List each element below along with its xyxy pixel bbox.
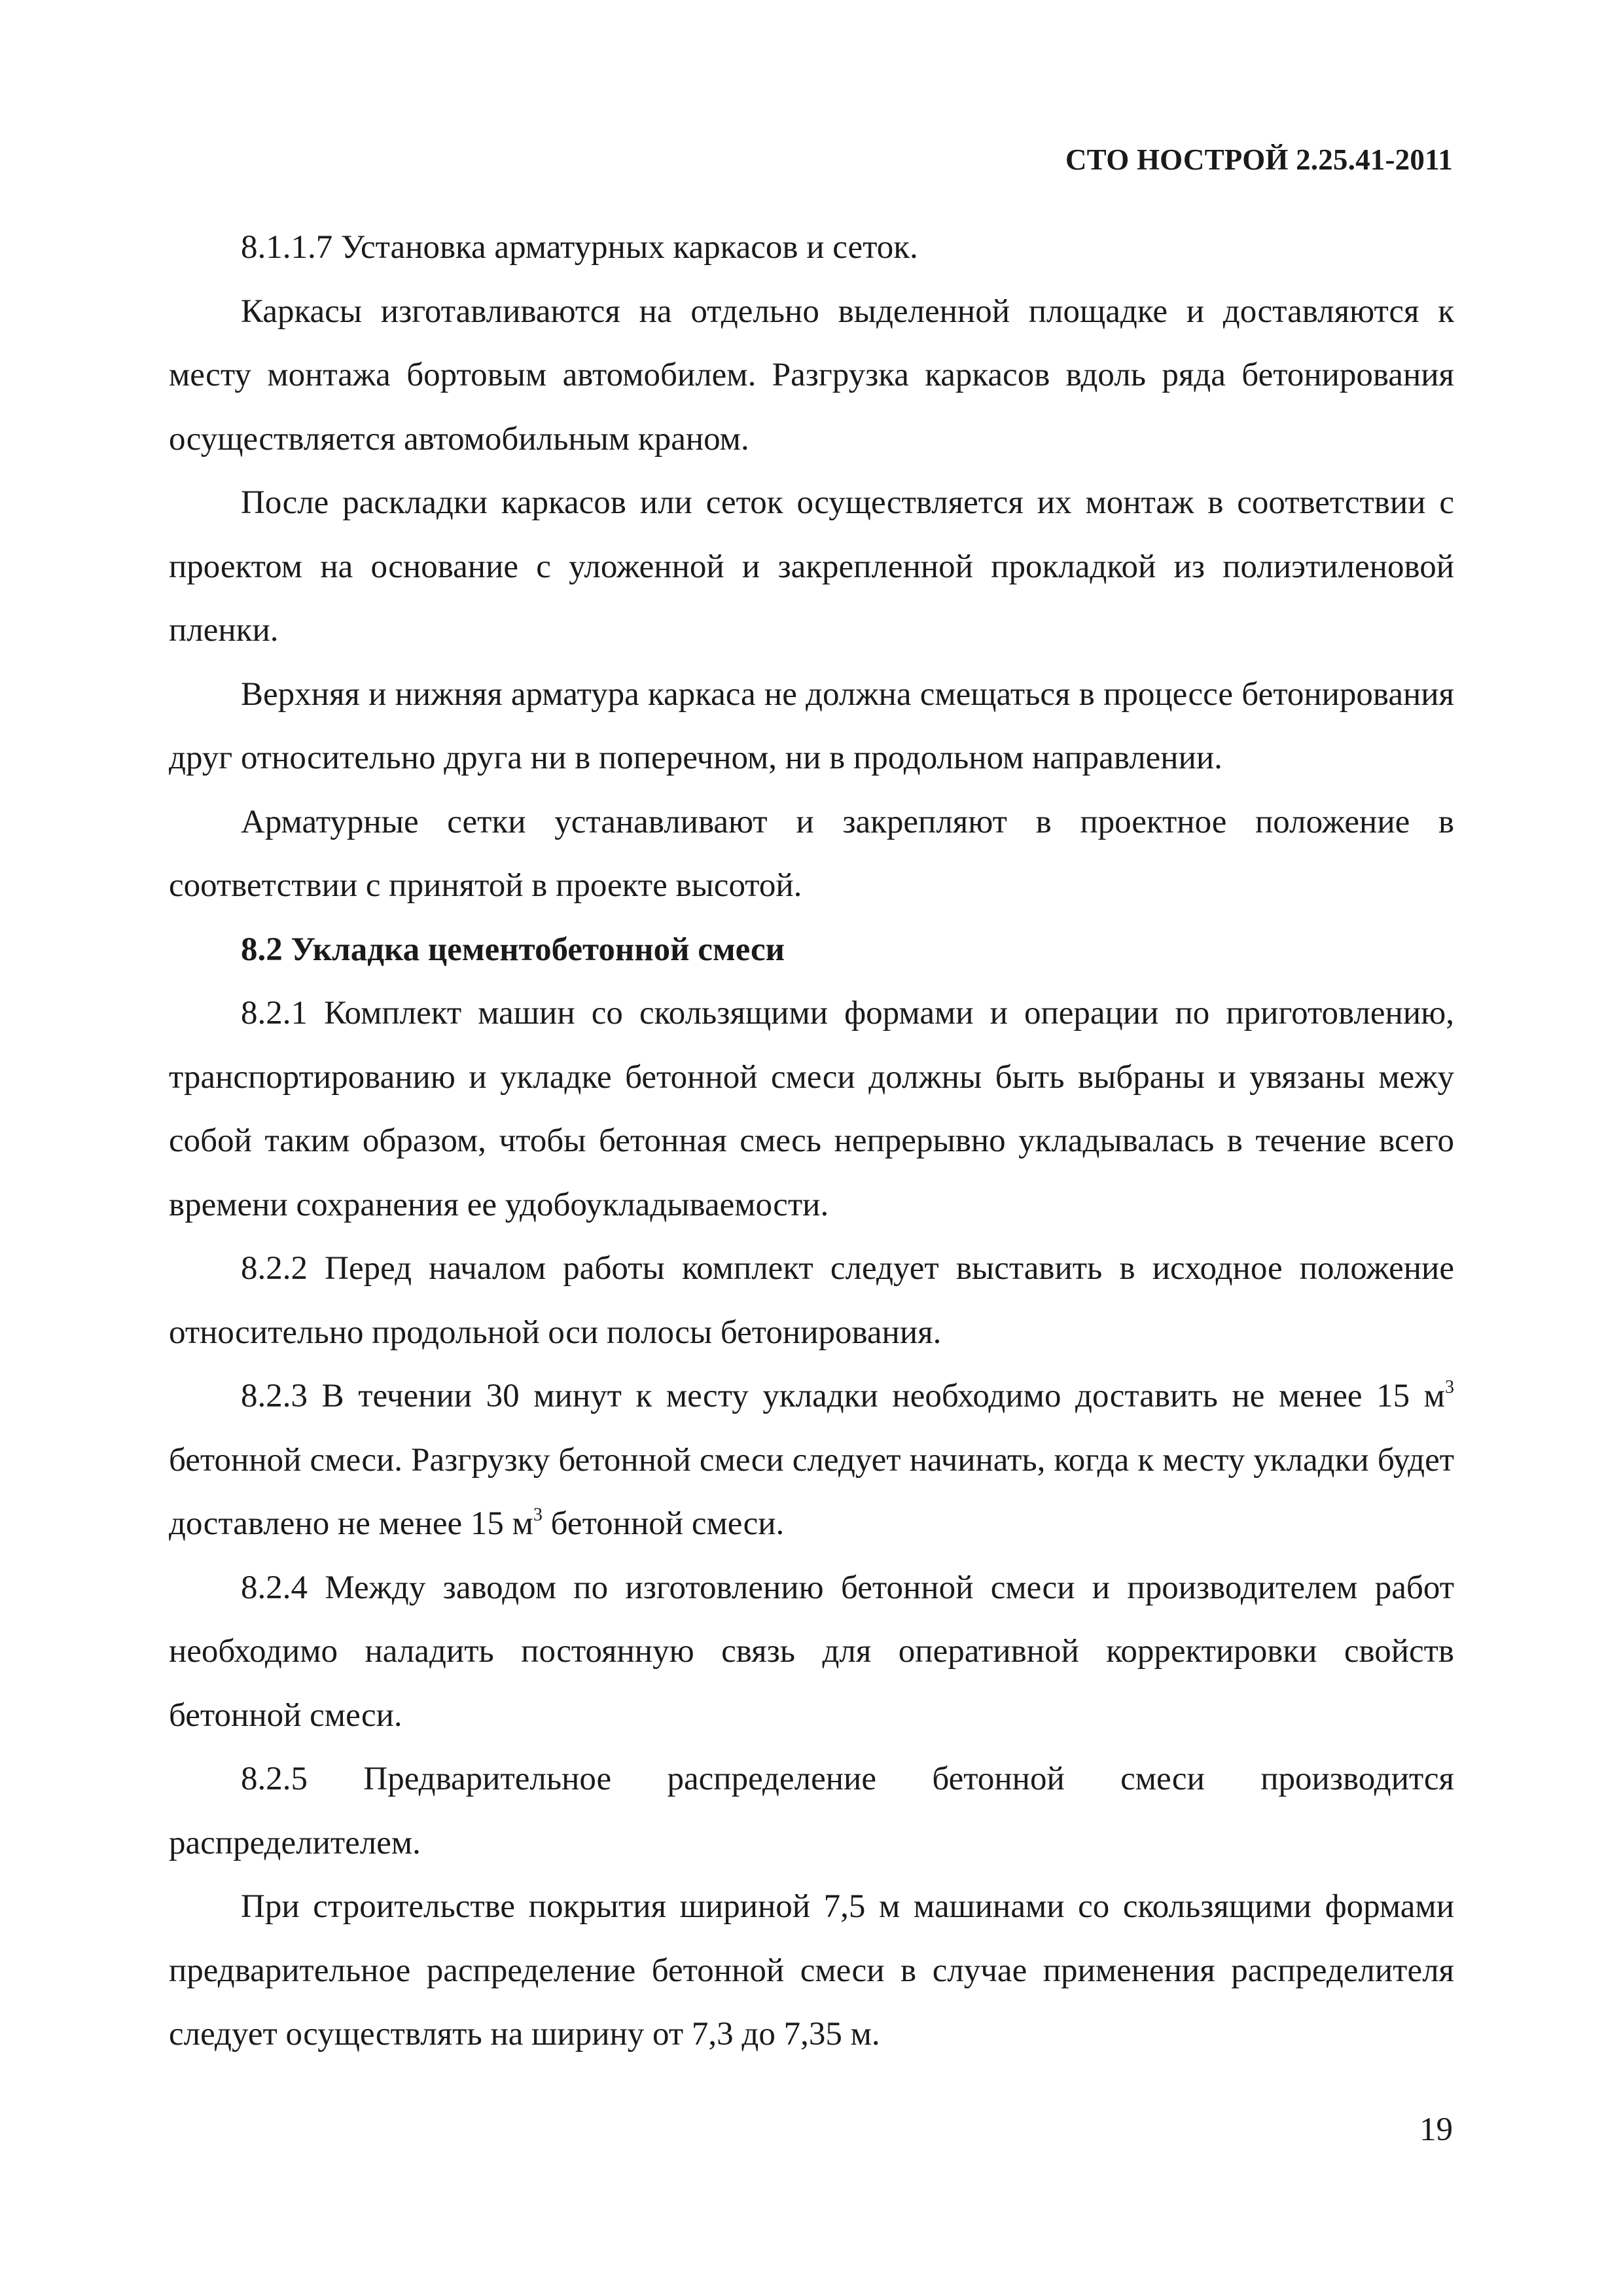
superscript-cubic-1: 3 xyxy=(1444,1376,1454,1397)
paragraph-8-2-1: 8.2.1 Комплект машин со скользящими формами и операции по приготовлению, транспортированию и укладке бетонной смеси должны быть выбраны и увязаны межу собой таким образом, чтобы бетонная смесь непрерывно укладывалась в течение всего времени сохранения ее удобоукладываемости. xyxy=(169,995,1454,1223)
paragraph-8-2-3 xyxy=(169,1365,1454,1556)
paragraph-8-2-5: 8.2.5 Предварительное распределение бетонной смеси производится распределителем. xyxy=(169,1761,1454,1861)
paragraph-frames-installation: После раскладки каркасов или сеток осуществляется их монтаж в соответствии с проектом на основание с уложенной и закрепленной прокладкой из полиэтиленовой пленки. xyxy=(169,484,1454,649)
paragraph-mesh-installation: Арматурные сетки устанавливают и закрепляют в проектное положение в соответствии с принятой в проекте высотой. xyxy=(169,803,1454,904)
paragraph-8-1-1-7: 8.1.1.7 Установка арматурных каркасов и сеток. xyxy=(241,229,918,266)
paragraph-pavement-width: При строительстве покрытия шириной 7,5 м машинами со скользящими формами предварительное распределение бетонной смеси в случае применения распределителя следует осуществлять на ширину от 7,3 до 7,35 м. xyxy=(169,1888,1454,2053)
paragraph-8-2-4: 8.2.4 Между заводом по изготовлению бетонной смеси и производителем работ необходимо наладить постоянную связь для оперативной корректировки свойств бетонной смеси. xyxy=(169,1569,1454,1734)
paragraph-8-2-2: 8.2.2 Перед началом работы комплект следует выставить в исходное положение относительно продольной оси полосы бетонирования. xyxy=(169,1250,1454,1351)
paragraph-8-2-3-part1: 8.2.3 В течении 30 минут к месту укладки необходимо доставить не менее 15 м xyxy=(241,1378,1445,1414)
document-body xyxy=(169,216,1454,2067)
superscript-cubic-2: 3 xyxy=(533,1504,543,1525)
paragraph-reinforcement-displacement: Верхняя и нижняя арматура каркаса не должна смещаться в процессе бетонирования друг относительно друга ни в поперечном, ни в продольном направлении. xyxy=(169,675,1454,776)
page-number: 19 xyxy=(1419,2111,1453,2148)
paragraph-frames-manufacturing: Каркасы изготавливаются на отдельно выделенной площадке и доставляются к месту монтажа бортовым автомобилем. Разгрузка каркасов вдоль ряда бетонирования осуществляется автомобильным краном. xyxy=(169,293,1454,457)
section-heading-8-2: 8.2 Укладка цементобетонной смеси xyxy=(241,931,785,968)
document-header: СТО НОСТРОЙ 2.25.41-2011 xyxy=(1065,143,1453,176)
paragraph-8-2-3-part3: бетонной смеси. xyxy=(542,1505,785,1542)
paragraph-8-2-3-part2: бетонной смеси. Разгрузку бетонной смеси следует начинать, когда к месту укладки будет доставлено не менее 15 м xyxy=(169,1441,1454,1542)
